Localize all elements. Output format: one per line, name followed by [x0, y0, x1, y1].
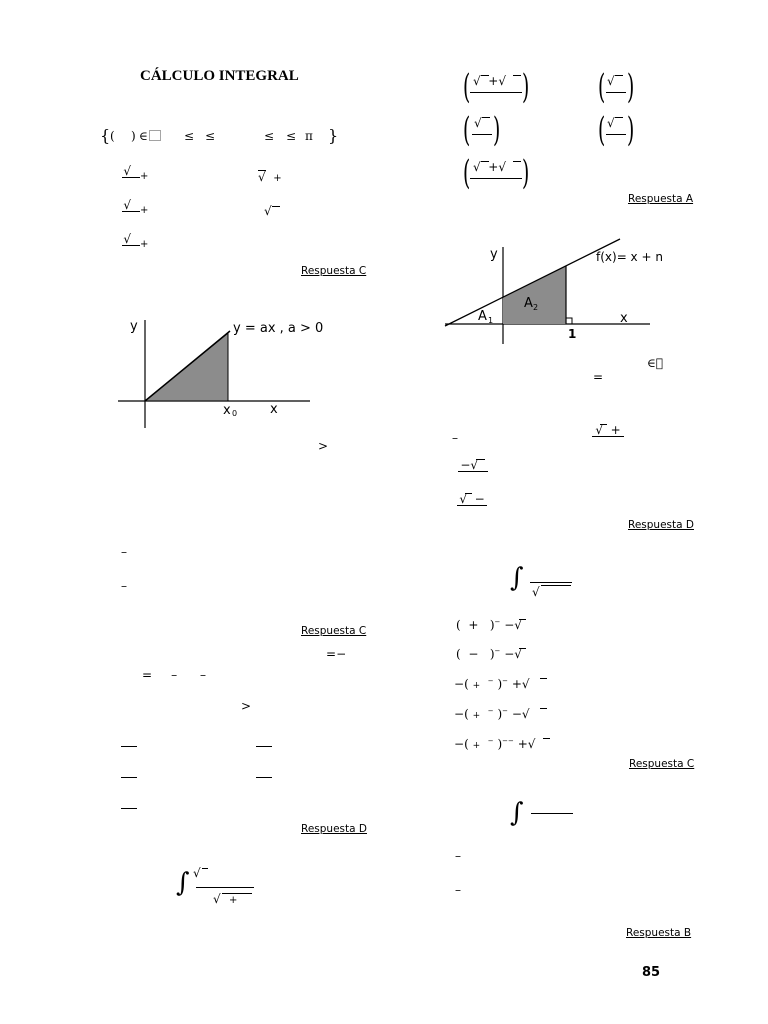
fig1-curve-label: y = ax , a > 0 [233, 321, 324, 336]
q3-opt-c-bar [121, 808, 137, 809]
top-opt-5-lparen: ( [463, 153, 471, 193]
top-opt-2-rparen: ) [627, 67, 635, 107]
set-leq-1: ≤ [184, 129, 195, 143]
answer-5: Respuesta D [628, 519, 694, 531]
fig2-curve-label: f(x)= x + n [596, 250, 663, 264]
q2-gt-sign: > [318, 439, 329, 453]
q5-eq: = [593, 370, 604, 384]
fig2-a2-label: A [524, 296, 533, 311]
set-box-glyph: ⃞ [149, 129, 162, 143]
q3-opt-d-bar [256, 746, 272, 747]
set-element-of: ∈ [139, 129, 148, 143]
fig1-y-label: y [130, 319, 138, 334]
answer-1: Respuesta C [301, 265, 367, 277]
figure-1-area-triangle [110, 310, 340, 430]
q5-element-of: ∈ [647, 356, 664, 370]
answer-7: Respuesta B [626, 927, 692, 939]
top-opt-4-expr: √ [607, 116, 615, 130]
top-opt-4-lparen: ( [598, 110, 606, 150]
q4-denominator-plus: + [229, 895, 238, 906]
fig1-x-label: x [270, 402, 278, 417]
q4-denominator-sqrt: √ [213, 892, 221, 906]
page-title: CÁLCULO INTEGRAL [140, 68, 299, 84]
set-pi: π [305, 129, 313, 143]
q5-opt-d: √ + [592, 424, 624, 437]
fig2-a2-sub: 2 [533, 303, 539, 312]
set-close-paren: ) [131, 129, 136, 143]
q3-eq: =− [326, 647, 347, 661]
answer-6: Respuesta C [629, 758, 695, 770]
top-opt-2-expr: √ [607, 74, 615, 88]
q3-opt-b-bar [121, 777, 137, 778]
q6-opt-d: −( + − )− −√ [454, 707, 530, 721]
q1-opt-d: √ + [258, 170, 282, 184]
q6-integral-sign: ∫ [510, 563, 524, 593]
set-leq-2: ≤ [205, 129, 216, 143]
q3-opt-e-bar [256, 777, 272, 778]
q6-opt-c: −( + − )− +√ [454, 677, 530, 691]
answer-2: Respuesta C [301, 625, 367, 637]
q1-opt-b: √ $_+$ [123, 198, 149, 216]
top-opt-5-rparen: ) [522, 153, 530, 193]
q6-fraction-bar [530, 582, 572, 583]
q4-numerator-sqrt: √ [193, 866, 201, 880]
q5-opt-a: – [452, 431, 458, 445]
q7-opt-a: – [455, 849, 461, 863]
fig2-y-label: y [490, 247, 498, 262]
set-close-brace: } [328, 126, 339, 145]
q6-opt-b: ( − )− −√ [456, 647, 522, 661]
top-opt-5-expr: √ +√ [473, 160, 507, 174]
q1-opt-a: √ $_+$ [123, 164, 149, 182]
q6-denominator-sqrt: √ [532, 585, 540, 599]
q3-eq-line: = – – [142, 668, 207, 682]
top-opt-1-expr: √ +√ [473, 74, 507, 88]
q7-fraction-bar [531, 813, 573, 814]
page-number: 85 [642, 965, 661, 980]
answer-3: Respuesta D [301, 823, 367, 835]
fig2-x-label: x [620, 311, 628, 326]
fig1-x0-sub: 0 [232, 409, 238, 418]
q3-opt-a-bar [121, 746, 137, 747]
q1-opt-c: √ $_+$ [123, 232, 149, 250]
q6-opt-a: ( + )− −√ [456, 618, 522, 632]
set-open-brace: { [100, 126, 111, 145]
q4-integral-sign: ∫ [176, 868, 190, 898]
q7-integral-sign: ∫ [510, 798, 524, 828]
top-opt-3-rparen: ) [493, 110, 501, 150]
figure-2-area-line [440, 232, 680, 347]
q5-opt-c: √ − [457, 493, 487, 506]
set-leq-4: ≤ [286, 129, 297, 143]
fig2-a1-label: A [478, 309, 487, 324]
top-opt-4-rparen: ) [627, 110, 635, 150]
top-opt-1-rparen: ) [522, 67, 530, 107]
q1-opt-e: √ [264, 204, 272, 218]
q5-opt-b: −√ [458, 459, 488, 472]
set-leq-3: ≤ [264, 129, 275, 143]
fig1-x0-label: x [223, 403, 231, 418]
q7-opt-b: – [455, 883, 461, 897]
top-opt-3-lparen: ( [463, 110, 471, 150]
set-open-paren: ( [110, 129, 115, 143]
top-opt-3-expr: √ [474, 116, 482, 130]
q6-opt-e: −( + − )−− +√ [454, 737, 536, 751]
top-opt-1-lparen: ( [463, 67, 471, 107]
q4-fraction-bar [196, 887, 254, 888]
fig2-shaded-a2 [503, 266, 566, 324]
fig2-tick-1: 1 [568, 327, 577, 341]
answer-4: Respuesta A [628, 193, 694, 205]
fig2-right-angle-mark [566, 318, 572, 324]
q2-opt-b: – [121, 579, 127, 593]
fig2-a1-sub: 1 [488, 316, 494, 325]
top-opt-2-lparen: ( [598, 67, 606, 107]
q3-gt-sign: > [241, 699, 252, 713]
q2-opt-a: – [121, 545, 127, 559]
